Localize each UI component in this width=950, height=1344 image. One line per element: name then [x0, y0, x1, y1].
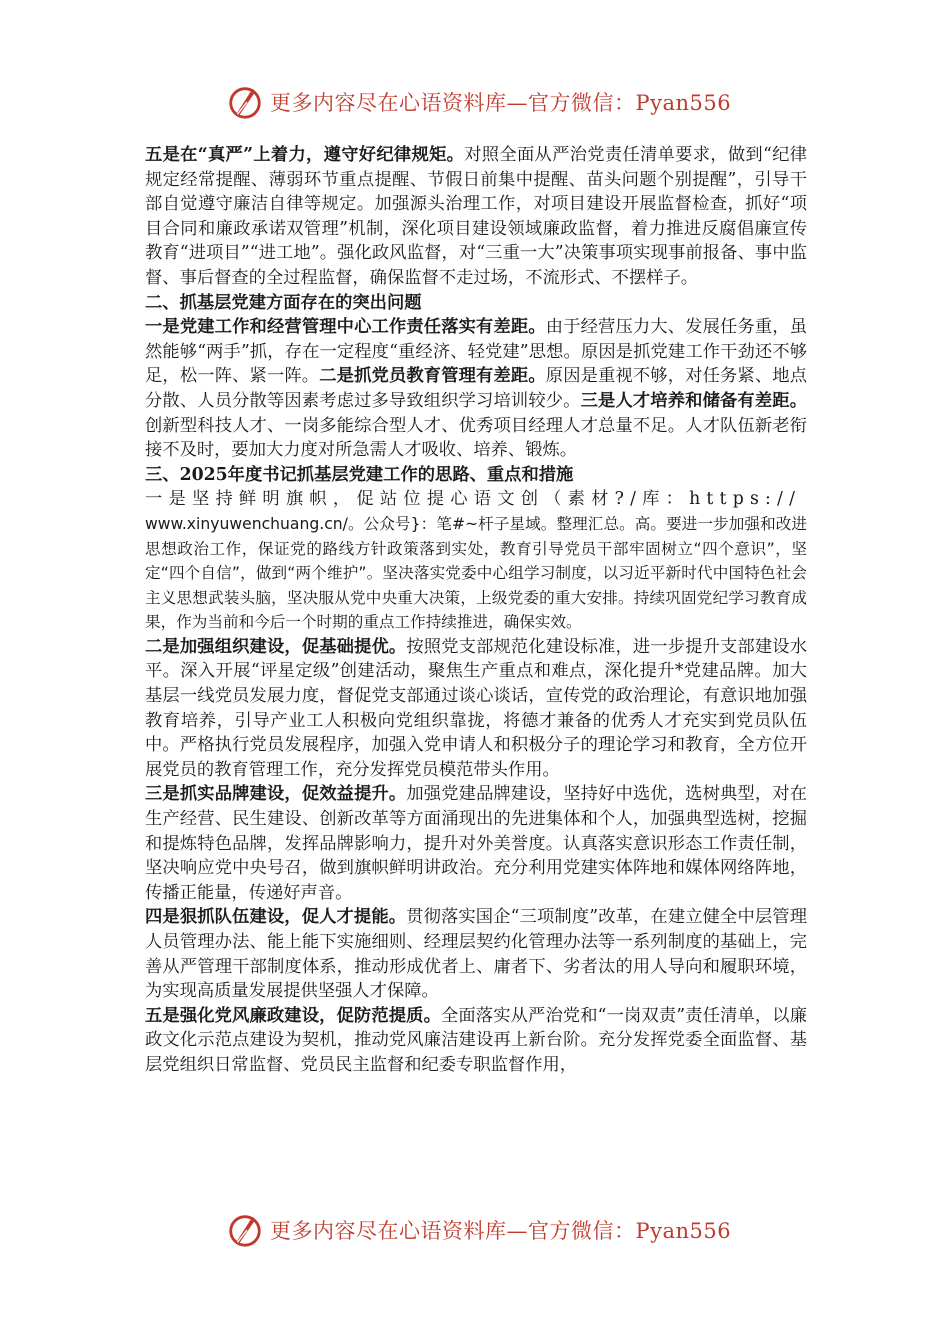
paragraph-lead: 四是狠抓队伍建设，促人才提能。	[145, 907, 407, 928]
paragraph-lead: 五是在“真严”上着力，遵守好纪律规矩。	[145, 145, 465, 165]
paragraph	[145, 905, 807, 1003]
paragraph	[145, 143, 807, 291]
quill-logo-icon	[226, 1211, 264, 1249]
paragraph-body: 原因是重视不够，对任务紧、地点分散、人员分散等因素考虑过多导致组织学习培训较少。	[145, 366, 807, 411]
paragraph	[145, 782, 807, 905]
section-heading: 三、2025年度书记抓基层党建工作的思路、重点和措施	[145, 464, 574, 485]
paragraph-body: 贯彻落实国企“三项制度”改革，在建立健全中层管理人员管理办法、能上能下实施细则、经理层契约化管理办法等一系列制度的基础上，完善从严管理干部制度体系，推动形成优者上、庸者下、劣者汰的用人导向和履职环境，为实现高质量发展提供坚强人才保障。	[145, 907, 807, 1002]
banner-text: 更多内容尽在心语资料库—官方微信：Pyan556	[270, 1219, 732, 1243]
paragraph-body: 对照全面从严治党责任清单要求，做到“纪律规定经常提醒、薄弱环节重点提醒、节假日前集中提醒、苗头问题个别提醒”，引导干部自觉遵守廉洁自律等规定。加强源头治理工作，对项目建设开展监督检查，抓好“项目合同和廉政承诺双管理”机制，深化项目建设领域廉政监督，着力推进反腐倡廉宣传教育“进项目”“进工地”。强化政风监督，对“三重一大”决策事项实现事前报备、事中监督、事后督查的全过程监督，确保监督不走过场，不流形式、不摆样子。	[145, 145, 807, 288]
paragraph	[145, 1004, 807, 1078]
paragraph-spread-line: 一是坚持鲜明旗帜，促站位提心语文创（素材?/库：https://	[145, 489, 802, 510]
paragraph	[145, 635, 807, 783]
paragraph-body: 创新型科技人才、一岗多能综合型人才、优秀项目经理人才总量不足。人才队伍新老衔接不及时，要加大力度对所急需人才吸收、培养、锻炼。	[145, 415, 807, 461]
section-heading: 二、抓基层党建方面存在的突出问题	[145, 292, 422, 313]
quill-logo-icon	[226, 83, 264, 121]
paragraph-lead: 三是抓实品牌建设，促效益提升。	[145, 784, 407, 805]
paragraph-lead: 二是加强组织建设，促基础提优。	[145, 636, 407, 657]
footer-banner	[226, 1210, 746, 1250]
document-body	[145, 143, 807, 1078]
paragraph	[145, 315, 807, 463]
paragraph-body: 加强党建品牌建设，坚持好中选优，选树典型，对在生产经营、民生建设、创新改革等方面涌现出的先进集体和个人，加强典型选树，挖掘和提炼特色品牌，发挥品牌影响力，提升对外美誉度。认真落实意识形态工作责任制，坚决响应党中央号召，做到旗帜鲜明讲政治。充分利用党建实体阵地和媒体网络阵地，传播正能量，传递好声音。	[145, 784, 807, 903]
paragraph-body: www.xinyuwenchuang.cn/。公众号}：笔#~杆子星域。整理汇总。高。要进一步加强和改进思想政治工作，保证党的路线方针政策落到实处，教育引导党员干部牢固树立“四个意识”，坚定“四个自信”，做到“两个维护”。坚决落实党委中心组学习制度，以习近平新时代中国特色社会主义思想武装头脑，坚决服从党中央重大决策，上级党委的重大安排。持续巩固党纪学习教育成果，作为当前和今后一个时期的重点工作持续推进，确保实效。	[145, 514, 807, 632]
banner-text: 更多内容尽在心语资料库—官方微信：Pyan556	[270, 91, 732, 115]
paragraph-lead: 五是强化党风廉政建设，促防范提质。	[145, 1005, 441, 1026]
paragraph-body: 全面落实从严治党和“一岗双责”责任清单，以廉政文化示范点建设为契机，推动党风廉洁建设再上新台阶。充分发挥党委全面监督、基层党组织日常监督、党员民主监督和纪委专职监督作用，	[145, 1005, 807, 1075]
header-banner	[226, 82, 746, 122]
paragraph-body: 按照党支部规范化建设标准，进一步提升支部建设水平。深入开展“评星定级”创建活动，聚焦生产重点和难点，深化提升*党建品牌。加大基层一线党员发展力度，督促党支部通过谈心谈话，宣传党的政治理论，有意识地加强教育培养，引导产业工人积极向党组织靠拢，将德才兼备的优秀人才充实到党员队伍中。严格执行党员发展程序，加强入党申请人和积极分子的理论学习和教育，全方位开展党员的教育管理工作，充分发挥党员模范带头作用。	[145, 636, 807, 780]
paragraph-body: 由于经营压力大、发展任务重，虽然能够“两手”抓，存在一定程度“重经济、轻党建”思想。原因是抓党建工作干劲还不够足，松一阵、紧一阵。	[145, 317, 807, 387]
paragraph-lead: 一是党建工作和经营管理中心工作责任落实有差距。	[145, 317, 546, 338]
paragraph-lead: 二是抓党员教育管理有差距。	[319, 366, 546, 387]
paragraph-lead: 三是人才培养和储备有差距。	[580, 390, 807, 411]
